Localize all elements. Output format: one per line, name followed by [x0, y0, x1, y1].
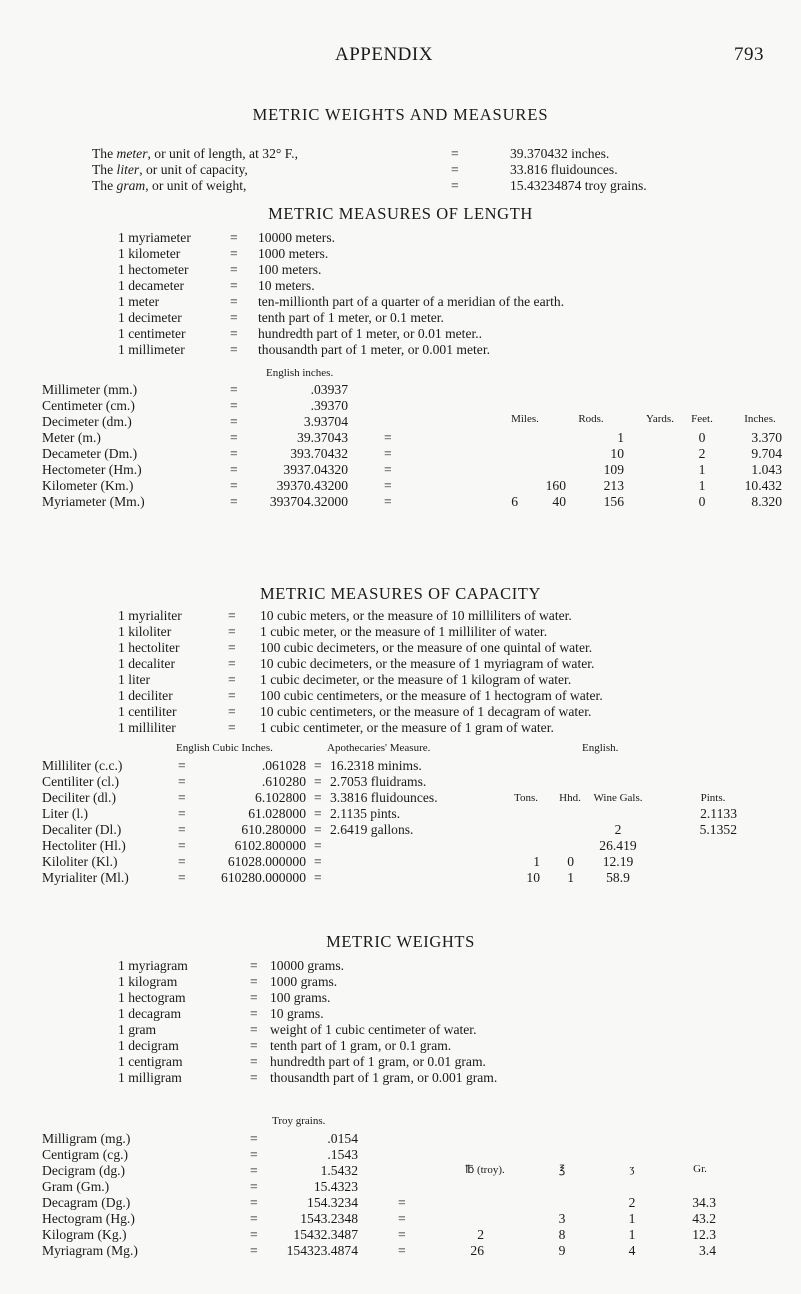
- row-oz: 3: [558, 1211, 566, 1226]
- length-title: METRIC MEASURES OF LENGTH: [268, 204, 533, 223]
- row-cubic: 6102.800000: [234, 838, 306, 853]
- row-cubic: .610280: [261, 774, 306, 789]
- definition-unit: 1 decigram: [118, 1038, 179, 1053]
- weights-title: METRIC WEIGHTS: [326, 932, 475, 951]
- row-dr: 1: [628, 1227, 636, 1242]
- row-apoth: 2.1135 pints.: [330, 806, 401, 821]
- row-equals-2: =: [314, 758, 322, 773]
- row-equals: =: [250, 1179, 258, 1194]
- row-equals-2: =: [398, 1195, 406, 1210]
- row-name: Meter (m.): [42, 430, 101, 445]
- definition-equals: =: [230, 294, 238, 309]
- row-rods: 40: [552, 494, 566, 509]
- definition-value: 1 cubic decimeter, or the measure of 1 kilogram of water.: [260, 672, 572, 687]
- row-inches: 39.37043: [297, 430, 348, 445]
- row-gals: 12.19: [602, 854, 634, 869]
- row-name: Kilogram (Kg.): [42, 1227, 127, 1242]
- definition-value: 10 cubic centimeters, or the measure of 1 decagram of water.: [260, 704, 592, 719]
- row-gr: 34.3: [692, 1195, 716, 1210]
- definition-equals: =: [250, 958, 258, 973]
- definition-value: 1000 grams.: [270, 974, 338, 989]
- row-feet: 0: [698, 430, 706, 445]
- definition-equals: =: [228, 640, 236, 655]
- weights-col-header: ℥: [558, 1164, 566, 1176]
- definition-unit: 1 decagram: [118, 1006, 182, 1021]
- row-oz: 9: [558, 1243, 566, 1258]
- capacity-col-header: Pints.: [700, 792, 726, 804]
- row-equals: =: [178, 870, 186, 885]
- definition-equals: =: [250, 1070, 258, 1085]
- row-name: Milligram (mg.): [42, 1131, 131, 1146]
- definition-equals: =: [230, 278, 238, 293]
- row-equals: =: [250, 1163, 258, 1178]
- row-name: Myriagram (Mg.): [42, 1243, 138, 1258]
- row-equals: =: [178, 758, 186, 773]
- intro-line: [92, 178, 246, 194]
- page-number: 793: [734, 44, 764, 65]
- weights-col-header: ʒ: [629, 1163, 635, 1175]
- row-pints: 5.1352: [699, 822, 737, 837]
- definition-equals: =: [250, 990, 258, 1005]
- row-equals-2: =: [314, 854, 322, 869]
- row-equals: =: [250, 1195, 258, 1210]
- intro-pre: The: [92, 178, 117, 193]
- row-equals: =: [230, 494, 238, 509]
- row-apoth: 2.6419 gallons.: [330, 822, 414, 837]
- definition-unit: 1 centigram: [118, 1054, 183, 1069]
- row-name: Decameter (Dm.): [42, 446, 138, 461]
- row-in: 10.432: [744, 478, 782, 493]
- definition-equals: =: [230, 246, 238, 261]
- capacity-col-header: Tons.: [514, 792, 538, 804]
- intro-value: 33.816 fluidounces.: [510, 162, 618, 177]
- row-gr: 12.3: [692, 1227, 716, 1242]
- definition-value: 10000 grams.: [270, 958, 345, 973]
- definition-value: 10 cubic meters, or the measure of 10 milliliters of water.: [260, 608, 572, 623]
- row-dr: 1: [628, 1211, 636, 1226]
- definition-unit: 1 kiloliter: [118, 624, 172, 639]
- row-grains: 154.3234: [307, 1195, 358, 1210]
- row-gals: 2: [614, 822, 622, 837]
- row-rods: 160: [545, 478, 566, 493]
- definition-equals: =: [230, 230, 238, 245]
- intro-term: gram: [116, 178, 146, 193]
- length-col-header: Miles.: [511, 413, 539, 425]
- weights-col-troy: Troy grains.: [272, 1115, 326, 1127]
- row-gr: 3.4: [699, 1243, 716, 1258]
- definition-unit: 1 hectogram: [118, 990, 186, 1005]
- definition-equals: =: [228, 672, 236, 687]
- capacity-col-header: Hhd.: [559, 792, 581, 804]
- row-yards: 213: [603, 478, 624, 493]
- row-lb: 2: [477, 1227, 484, 1242]
- row-name: Centigram (cg.): [42, 1147, 129, 1162]
- definition-value: 1 cubic meter, or the measure of 1 milliliter of water.: [260, 624, 548, 639]
- intro-value: 39.370432 inches.: [510, 146, 610, 161]
- intro-post: , or unit of length, at 32° F.,: [147, 146, 298, 161]
- definition-equals: =: [228, 688, 236, 703]
- row-grains: .0154: [327, 1131, 358, 1146]
- row-name: Myrialiter (Ml.): [42, 870, 129, 885]
- row-equals: =: [250, 1211, 258, 1226]
- row-name: Liter (l.): [42, 806, 89, 821]
- definition-unit: 1 myriagram: [118, 958, 188, 973]
- row-dr: 2: [628, 1195, 636, 1210]
- definition-equals: =: [230, 262, 238, 277]
- row-grains: 154323.4874: [286, 1243, 358, 1258]
- row-cubic: 610280.000000: [221, 870, 306, 885]
- row-equals: =: [250, 1227, 258, 1242]
- row-grains: 1543.2348: [300, 1211, 358, 1226]
- definition-value: hundredth part of 1 gram, or 0.01 gram.: [270, 1054, 486, 1069]
- row-inches: 3.93704: [303, 414, 348, 429]
- row-equals-2: =: [384, 478, 392, 493]
- intro-line: [92, 146, 298, 162]
- definition-equals: =: [250, 1006, 258, 1021]
- row-name: Decigram (dg.): [42, 1163, 126, 1178]
- intro-equals: =: [451, 146, 459, 161]
- definition-unit: 1 decimeter: [118, 310, 182, 325]
- row-equals: =: [178, 790, 186, 805]
- row-equals-2: =: [314, 822, 322, 837]
- weights-col-header: ℔ (troy).: [465, 1164, 505, 1176]
- definition-equals: =: [230, 326, 238, 341]
- row-equals: =: [230, 398, 238, 413]
- row-apoth: 16.2318 minims.: [330, 758, 422, 773]
- row-equals-2: =: [384, 430, 392, 445]
- row-equals: =: [230, 430, 238, 445]
- intro-line: [92, 162, 248, 178]
- length-col-header: Yards.: [646, 413, 674, 425]
- length-col-header: Feet.: [691, 413, 713, 425]
- definition-unit: 1 milliliter: [118, 720, 176, 735]
- definition-equals: =: [228, 608, 236, 623]
- row-name: Hectometer (Hm.): [42, 462, 142, 477]
- row-equals-2: =: [314, 790, 322, 805]
- intro-pre: The: [92, 146, 117, 161]
- capacity-col-header: Wine Gals.: [593, 792, 643, 804]
- definition-equals: =: [250, 974, 258, 989]
- definition-unit: 1 hectometer: [118, 262, 189, 277]
- row-equals: =: [250, 1131, 258, 1146]
- definition-unit: 1 meter: [118, 294, 160, 309]
- row-equals-2: =: [384, 446, 392, 461]
- definition-value: tenth part of 1 gram, or 0.1 gram.: [270, 1038, 452, 1053]
- length-col-header: Inches.: [744, 413, 776, 425]
- definition-value: 1000 meters.: [258, 246, 329, 261]
- length-col-english: English inches.: [266, 367, 334, 379]
- row-tons: 1: [533, 854, 540, 869]
- intro-pre: The: [92, 162, 117, 177]
- row-equals: =: [250, 1243, 258, 1258]
- row-equals: =: [230, 446, 238, 461]
- definition-equals: =: [228, 656, 236, 671]
- definition-equals: =: [228, 720, 236, 735]
- row-tons: 10: [526, 870, 540, 885]
- page-title: METRIC WEIGHTS AND MEASURES: [252, 105, 549, 124]
- definition-value: hundredth part of 1 meter, or 0.01 meter..: [258, 326, 483, 341]
- row-name: Kiloliter (Kl.): [42, 854, 118, 869]
- definition-value: ten-millionth part of a quarter of a meridian of the earth.: [258, 294, 565, 309]
- row-gr: 43.2: [692, 1211, 716, 1226]
- row-oz: 8: [558, 1227, 566, 1242]
- row-in: 9.704: [751, 446, 782, 461]
- row-equals: =: [230, 462, 238, 477]
- row-feet: 2: [698, 446, 706, 461]
- row-lb: 26: [470, 1243, 484, 1258]
- row-name: Myriameter (Mm.): [42, 494, 145, 509]
- definition-equals: =: [230, 342, 238, 357]
- definition-unit: 1 centiliter: [118, 704, 177, 719]
- row-equals: =: [230, 382, 238, 397]
- row-grains: .1543: [327, 1147, 358, 1162]
- row-hhd: 1: [567, 870, 574, 885]
- definition-unit: 1 decaliter: [118, 656, 175, 671]
- row-equals-2: =: [384, 494, 392, 509]
- definition-value: 100 cubic centimeters, or the measure of 1 hectogram of water.: [260, 688, 603, 703]
- row-name: Hectoliter (Hl.): [42, 838, 126, 853]
- row-equals: =: [178, 822, 186, 837]
- definition-value: 100 grams.: [270, 990, 331, 1005]
- intro-value: 15.43234874 troy grains.: [510, 178, 647, 193]
- row-grains: 15.4323: [313, 1179, 358, 1194]
- row-name: Hectogram (Hg.): [42, 1211, 135, 1226]
- definition-equals: =: [230, 310, 238, 325]
- definition-unit: 1 millimeter: [118, 342, 185, 357]
- row-in: 1.043: [751, 462, 782, 477]
- intro-post: , or unit of capacity,: [139, 162, 248, 177]
- row-equals: =: [178, 806, 186, 821]
- row-yards: 109: [603, 462, 624, 477]
- row-equals-2: =: [398, 1227, 406, 1242]
- row-equals: =: [178, 854, 186, 869]
- row-inches: 393704.32000: [269, 494, 348, 509]
- row-name: Centimeter (cm.): [42, 398, 135, 413]
- row-equals: =: [178, 774, 186, 789]
- row-equals: =: [178, 838, 186, 853]
- row-name: Gram (Gm.): [42, 1179, 110, 1194]
- row-in: 3.370: [751, 430, 782, 445]
- definition-value: 10 grams.: [270, 1006, 324, 1021]
- row-feet: 1: [698, 478, 706, 493]
- definition-equals: =: [228, 704, 236, 719]
- length-col-header: Rods.: [578, 413, 604, 425]
- definition-unit: 1 decameter: [118, 278, 185, 293]
- definition-value: thousandth part of 1 meter, or 0.001 meter.: [258, 342, 491, 357]
- definition-value: thousandth part of 1 gram, or 0.001 gram.: [270, 1070, 498, 1085]
- definition-equals: =: [250, 1054, 258, 1069]
- intro-term: liter: [116, 162, 140, 177]
- row-equals-2: =: [398, 1211, 406, 1226]
- capacity-col-english: English.: [582, 742, 619, 754]
- row-inches: .03937: [310, 382, 348, 397]
- row-equals: =: [230, 414, 238, 429]
- definition-unit: 1 myriameter: [118, 230, 191, 245]
- definition-unit: 1 milligram: [118, 1070, 182, 1085]
- row-feet: 1: [698, 462, 706, 477]
- row-name: Millimeter (mm.): [42, 382, 138, 397]
- row-equals-2: =: [398, 1243, 406, 1258]
- row-cubic: 61.028000: [248, 806, 306, 821]
- row-apoth: 2.7053 fluidrams.: [330, 774, 427, 789]
- row-name: Decimeter (dm.): [42, 414, 132, 429]
- row-equals-2: =: [314, 870, 322, 885]
- row-cubic: 61028.000000: [227, 854, 306, 869]
- row-yards: 156: [603, 494, 624, 509]
- row-pints: 2.1133: [700, 806, 737, 821]
- definition-equals: =: [250, 1038, 258, 1053]
- definition-unit: 1 deciliter: [118, 688, 173, 703]
- row-grains: 15432.3487: [293, 1227, 358, 1242]
- running-head: APPENDIX: [335, 44, 433, 65]
- definition-value: tenth part of 1 meter, or 0.1 meter.: [258, 310, 444, 325]
- row-in: 8.320: [751, 494, 782, 509]
- intro-post: , or unit of weight,: [145, 178, 247, 193]
- definition-equals: =: [250, 1022, 258, 1037]
- row-dr: 4: [628, 1243, 636, 1258]
- capacity-col-apoth: Apothecaries' Measure.: [327, 742, 431, 754]
- row-cubic: .061028: [261, 758, 306, 773]
- intro-equals: =: [451, 178, 459, 193]
- row-name: Centiliter (cl.): [42, 774, 120, 789]
- definition-unit: 1 myrialiter: [118, 608, 182, 623]
- definition-unit: 1 liter: [118, 672, 151, 687]
- capacity-col-cubic: English Cubic Inches.: [176, 742, 273, 754]
- row-equals-2: =: [314, 838, 322, 853]
- definition-value: 1 cubic centimeter, or the measure of 1 gram of water.: [260, 720, 554, 735]
- row-yards: 10: [610, 446, 624, 461]
- row-name: Decaliter (Dl.): [42, 822, 122, 837]
- row-inches: 39370.43200: [276, 478, 348, 493]
- row-name: Milliliter (c.c.): [42, 758, 123, 773]
- definition-value: 10000 meters.: [258, 230, 336, 245]
- row-gals: 26.419: [599, 838, 637, 853]
- row-equals: =: [250, 1147, 258, 1162]
- definition-value: 100 cubic decimeters, or the measure of one quintal of water.: [260, 640, 593, 655]
- definition-value: weight of 1 cubic centimeter of water.: [270, 1022, 477, 1037]
- row-grains: 1.5432: [320, 1163, 358, 1178]
- row-apoth: 3.3816 fluidounces.: [330, 790, 438, 805]
- row-name: Kilometer (Km.): [42, 478, 134, 493]
- definition-unit: 1 kilogram: [118, 974, 178, 989]
- definition-value: 10 meters.: [258, 278, 315, 293]
- definition-unit: 1 centimeter: [118, 326, 186, 341]
- row-equals-2: =: [384, 462, 392, 477]
- row-gals: 58.9: [606, 870, 630, 885]
- row-equals-2: =: [314, 774, 322, 789]
- intro-equals: =: [451, 162, 459, 177]
- row-miles: 6: [511, 494, 518, 509]
- row-inches: 393.70432: [290, 446, 348, 461]
- row-hhd: 0: [567, 854, 574, 869]
- row-cubic: 610.280000: [241, 822, 306, 837]
- definition-unit: 1 kilometer: [118, 246, 181, 261]
- row-equals: =: [230, 478, 238, 493]
- intro-term: meter: [116, 146, 148, 161]
- capacity-title: METRIC MEASURES OF CAPACITY: [259, 584, 541, 603]
- row-inches: 3937.04320: [283, 462, 348, 477]
- weights-col-header: Gr.: [693, 1163, 707, 1175]
- row-inches: .39370: [310, 398, 348, 413]
- definition-equals: =: [228, 624, 236, 639]
- row-cubic: 6.102800: [255, 790, 306, 805]
- definition-unit: 1 hectoliter: [118, 640, 180, 655]
- row-name: Deciliter (dl.): [42, 790, 116, 805]
- definition-unit: 1 gram: [118, 1022, 157, 1037]
- row-equals-2: =: [314, 806, 322, 821]
- row-name: Decagram (Dg.): [42, 1195, 131, 1210]
- definition-value: 100 meters.: [258, 262, 322, 277]
- definition-value: 10 cubic decimeters, or the measure of 1 myriagram of water.: [260, 656, 595, 671]
- row-yards: 1: [617, 430, 624, 445]
- row-feet: 0: [698, 494, 706, 509]
